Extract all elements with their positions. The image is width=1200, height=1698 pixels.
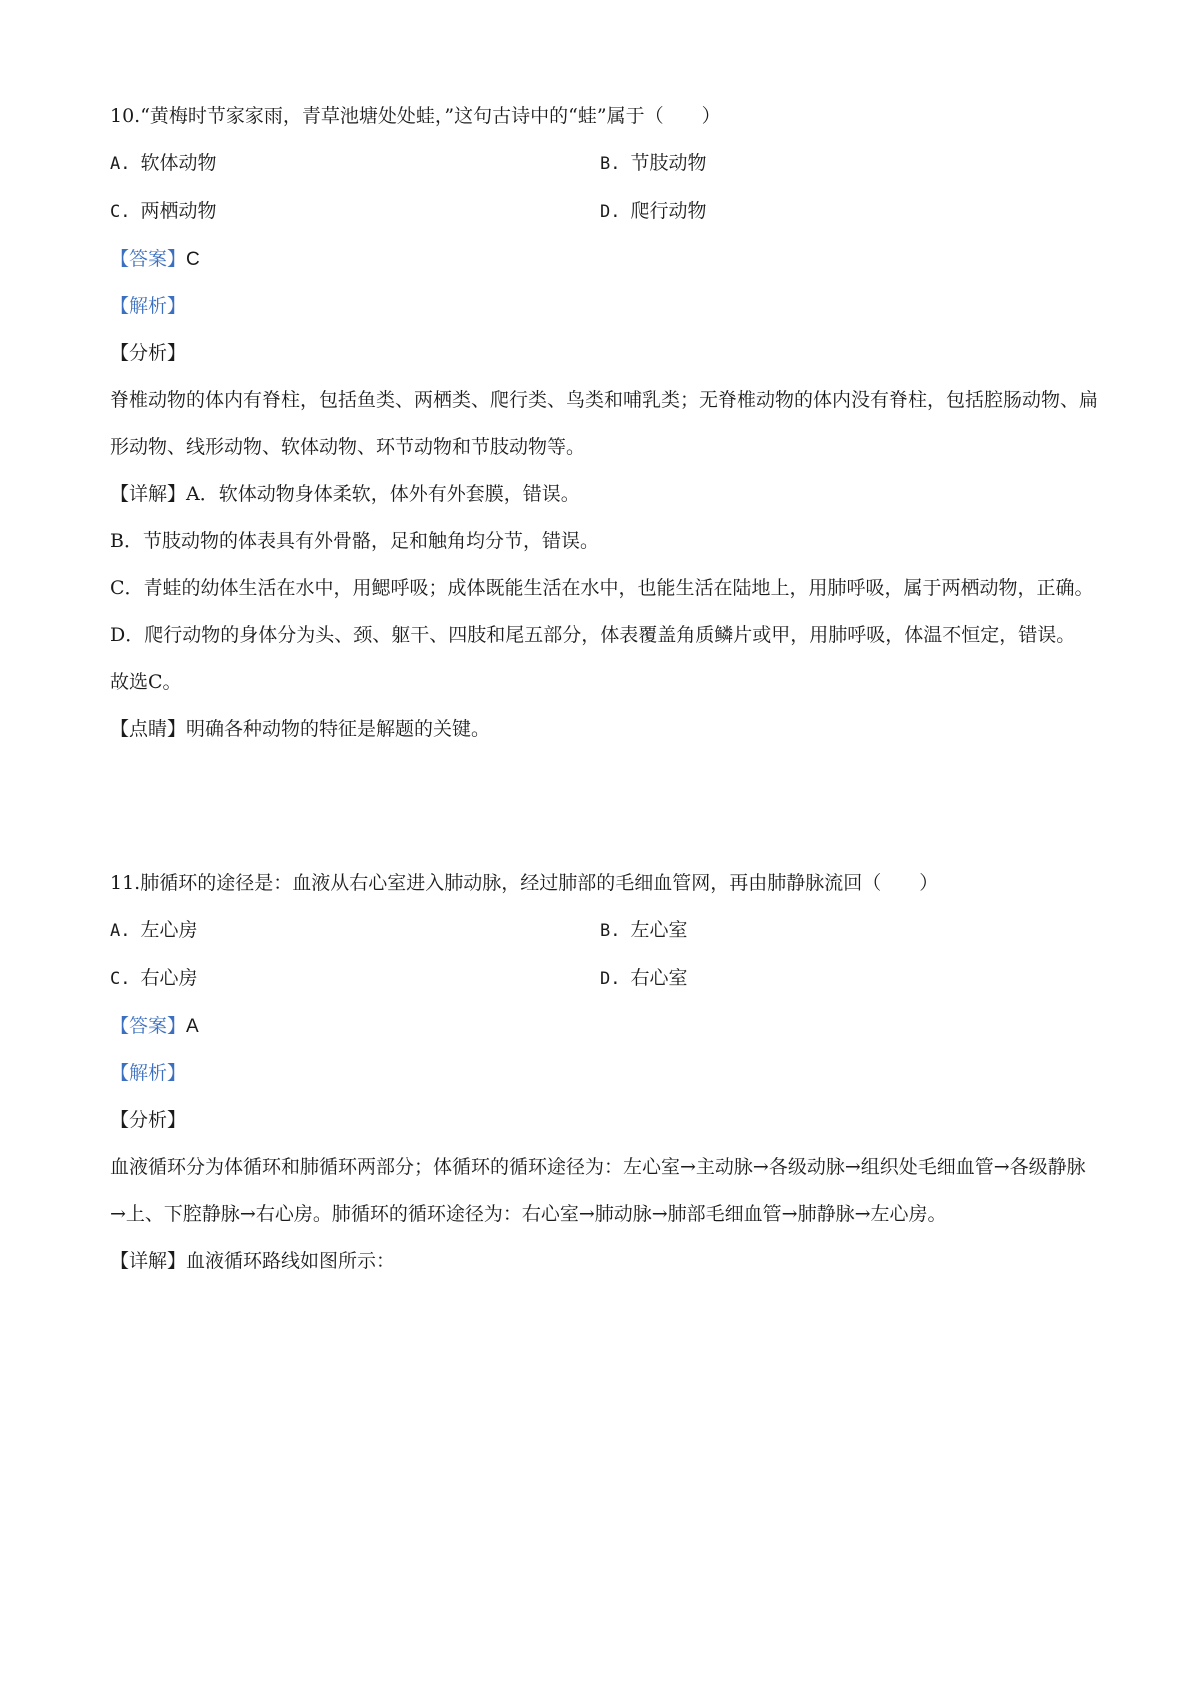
conclusion: 故选C。 <box>110 671 182 693</box>
detail-text: 血液循环路线如图所示： <box>186 1250 396 1272</box>
question-10 <box>110 93 1100 753</box>
analysis-text: 脊椎动物的体内有脊柱，包括鱼类、两栖类、爬行类、鸟类和哺乳类；无脊椎动物的体内没有脊柱，包括腔肠动物、扁形动物、线形动物、软体动物、环节动物和节肢动物等。 <box>110 389 1099 458</box>
detail-c: C．青蛙的幼体生活在水中，用鳃呼吸；成体既能生活在水中，也能生活在陆地上，用肺呼吸，属于两栖动物，正确。 <box>110 577 1094 599</box>
tip-label: 【点睛】 <box>110 718 187 740</box>
analysis-label: 【分析】 <box>110 1109 187 1131</box>
option-a: A. 软体动物 <box>110 152 217 174</box>
tip-line <box>110 706 1100 753</box>
answer-line <box>110 1003 1100 1050</box>
answer-value: C <box>186 249 200 270</box>
detail-b: B．节肢动物的体表具有外骨骼，足和触角均分节，错误。 <box>110 530 599 552</box>
option-d: D. 爬行动物 <box>600 200 707 222</box>
option-b: B. 节肢动物 <box>600 152 707 174</box>
answer-label: 【答案】 <box>110 1015 187 1037</box>
analysis-text: 血液循环分为体循环和肺循环两部分；体循环的循环途径为：左心室→主动脉→各级动脉→组织处毛细血管→各级静脉→上、下腔静脉→右心房。肺循环的循环途径为：右心室→肺动脉→肺部毛细血管→肺静脉→左心房。 <box>110 1156 1086 1225</box>
answer-line <box>110 236 1100 283</box>
option-c: C. 右心房 <box>110 967 198 989</box>
question-stem: 10.“黄梅时节家家雨，青草池塘处处蛙，”这句古诗中的“蛙”属于（ ） <box>110 105 721 127</box>
detail-a: 【详解】A．软体动物身体柔软，体外有外套膜，错误。 <box>110 483 580 505</box>
analysis-label: 【分析】 <box>110 342 187 364</box>
options-grid <box>110 907 1100 1003</box>
detail-d: D．爬行动物的身体分为头、颈、躯干、四肢和尾五部分，体表覆盖角质鳞片或甲，用肺呼吸，体温不恒定，错误。 <box>110 624 1076 646</box>
detail-label: 【详解】 <box>110 1250 187 1272</box>
option-b: B. 左心室 <box>600 919 688 941</box>
option-a: A. 左心房 <box>110 919 198 941</box>
answer-label: 【答案】 <box>110 248 187 270</box>
option-d: D. 右心室 <box>600 967 688 989</box>
question-stem: 11.肺循环的途径是：血液从右心室进入肺动脉，经过肺部的毛细血管网，再由肺静脉流回（ ） <box>110 872 939 894</box>
tip-text: 明确各种动物的特征是解题的关键。 <box>186 718 491 740</box>
answer-value: A <box>186 1016 199 1037</box>
options-grid <box>110 140 1100 236</box>
explain-label: 【解析】 <box>110 295 187 317</box>
detail-label: 【详解】 <box>110 483 187 505</box>
explain-label: 【解析】 <box>110 1062 187 1084</box>
question-11 <box>110 860 1100 1285</box>
option-c: C. 两栖动物 <box>110 200 217 222</box>
detail-line <box>110 1238 1100 1285</box>
